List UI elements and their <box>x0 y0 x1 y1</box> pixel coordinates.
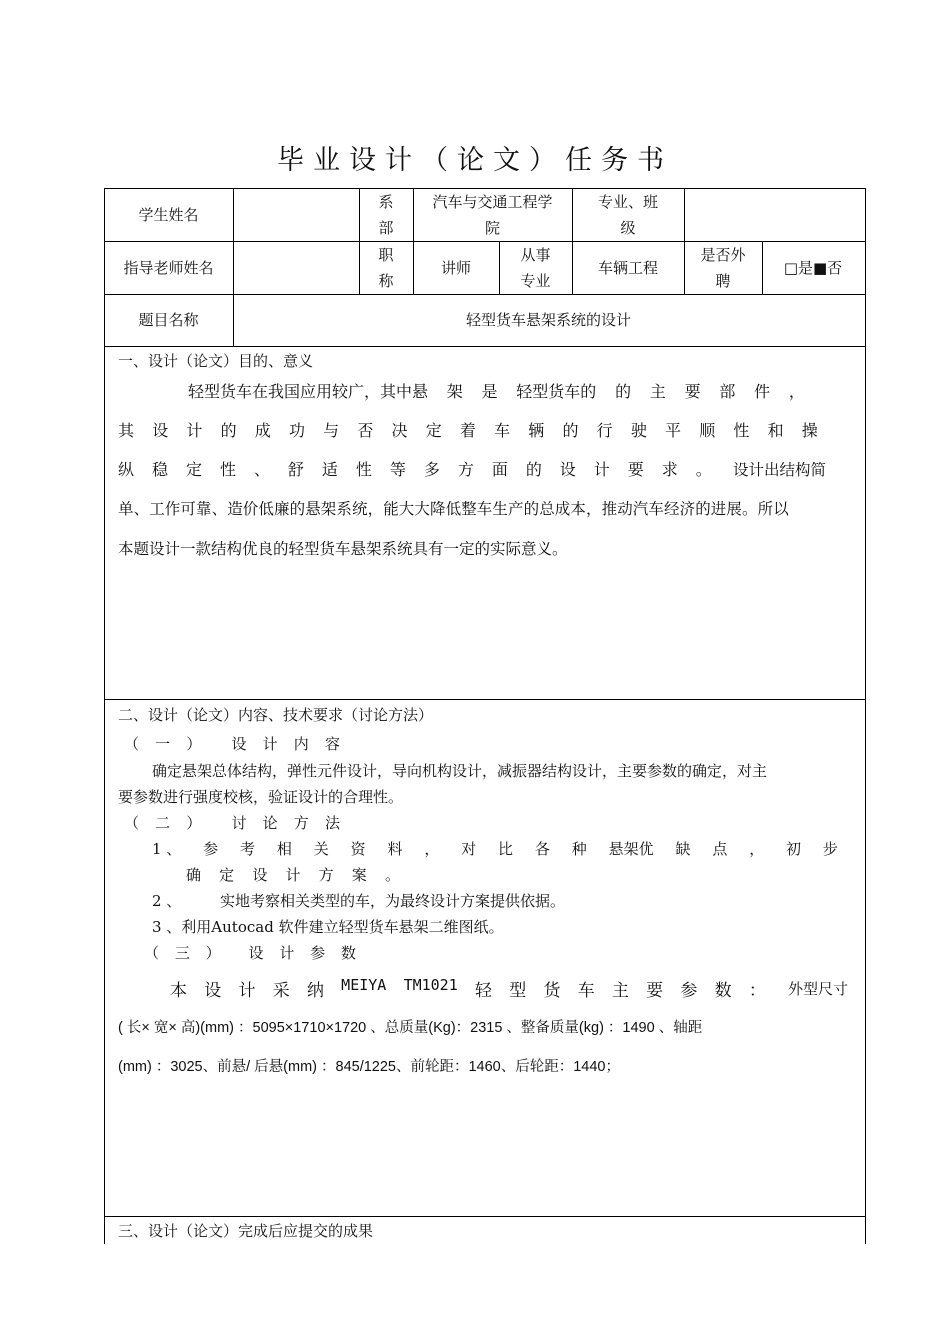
text-segment: 的 <box>562 421 579 440</box>
section3-heading: 三、设计（论文）完成后应提交的成果 <box>118 1222 374 1240</box>
text-segment: 步 <box>822 840 838 858</box>
text-segment: 货 <box>543 981 561 1001</box>
text-segment: 其 <box>118 421 135 440</box>
text-segment: 计 <box>279 944 295 962</box>
table-rule <box>104 1216 865 1217</box>
section1-line3 <box>118 457 712 480</box>
text-segment: 定 <box>425 421 442 440</box>
text-segment: 的 <box>220 421 237 440</box>
section1-heading: 一、设计（论文）目的、意义 <box>118 352 314 370</box>
text-segment: 参 <box>203 840 219 858</box>
text-segment: 要 <box>627 460 644 479</box>
text-segment: 要 <box>646 981 664 1001</box>
major-label-line1: 专业、班 <box>597 192 658 211</box>
text-segment: 多 <box>423 460 440 479</box>
text-segment: 等 <box>389 460 406 479</box>
text-segment: 求 <box>661 460 678 479</box>
text-segment: 平 <box>665 421 682 440</box>
content-line2: 要参数进行强度校核，验证设计的合理性。 <box>118 788 404 806</box>
text-segment: ， <box>788 382 805 401</box>
text-segment: 型 <box>509 981 527 1001</box>
text-segment: 着 <box>459 421 476 440</box>
text-segment: 数 <box>714 981 732 1001</box>
text-segment: 案 <box>351 866 367 884</box>
text-segment: 轻型货车的 <box>516 382 597 401</box>
text-segment: 初 <box>786 840 802 858</box>
text-segment: 主 <box>649 382 666 401</box>
text-segment: 一 <box>155 735 171 753</box>
text-segment: 轻型货车在我国应用较广，其中悬 <box>188 382 429 401</box>
text-segment: 本 <box>170 981 187 1001</box>
text-segment: 。 <box>384 866 400 884</box>
text-segment: 计 <box>262 735 278 753</box>
text-segment: 与 <box>323 421 340 440</box>
text-segment: 数 <box>340 944 356 962</box>
job-title-line1: 职 <box>378 245 394 264</box>
text-segment: 方 <box>457 460 474 479</box>
text-segment: 容 <box>324 735 340 753</box>
external-hire-checkbox: □是■否 <box>783 258 843 277</box>
section1-line2 <box>118 418 818 441</box>
field-value: 车辆工程 <box>597 258 658 277</box>
topic-value: 轻型货车悬架系统的设计 <box>465 311 631 329</box>
text-segment: 讨 <box>231 814 247 832</box>
dept-value-line2: 院 <box>484 218 500 237</box>
text-segment: 的 <box>525 460 542 479</box>
dept-value-line1: 汽车与交通工程学 <box>432 192 553 211</box>
text-segment: 资 <box>350 840 366 858</box>
text-segment: 内 <box>293 735 309 753</box>
major-label-line2: 级 <box>620 218 636 237</box>
text-segment: 各 <box>534 840 550 858</box>
text-segment: ） <box>205 944 221 962</box>
content-line1: 确定悬架总体结构，弹性元件设计，导向机构设计，减振器结构设计，主要参数的确定，对主 <box>152 762 768 780</box>
text-segment: 对 <box>461 840 477 858</box>
text-segment: 行 <box>596 421 613 440</box>
table-rule <box>104 699 865 700</box>
dept-value <box>413 188 572 241</box>
text-segment: 轻 <box>474 981 492 1001</box>
text-segment: 纳 <box>306 981 324 1001</box>
job-title-label <box>359 241 413 294</box>
text-segment: 设 <box>559 460 576 479</box>
text-segment: 成 <box>254 421 271 440</box>
advisor-name-value <box>233 241 359 294</box>
text-segment: （ <box>144 944 160 962</box>
text-segment: 车 <box>577 981 595 1001</box>
job-title-value: 讲师 <box>440 258 471 277</box>
external-label-line1: 是否外 <box>700 245 746 264</box>
method-item2-number: 2 、 <box>152 892 182 910</box>
student-name-label: 学生姓名 <box>138 205 199 224</box>
text-segment: 主 <box>611 981 629 1001</box>
text-segment: ， <box>749 840 765 858</box>
params-line3: (mm) ：3025、前悬/ 后悬(mm) ：845/1225、前轮距：1460、后轮距：1440； <box>118 1059 620 1075</box>
text-segment: 计 <box>186 421 203 440</box>
text-segment: 1 、 <box>152 840 182 858</box>
method-item1-line1 <box>152 838 838 859</box>
student-name-value <box>233 188 359 241</box>
text-segment: 点 <box>712 840 728 858</box>
text-segment: 功 <box>288 421 305 440</box>
text-segment: 参 <box>680 981 698 1001</box>
job-title-line2: 称 <box>378 271 394 290</box>
text-segment: MEIYA <box>341 976 387 994</box>
method-item3: 3 、利用Autocad 软件建立轻型货车悬架二维图纸。 <box>152 918 504 936</box>
text-segment: 和 <box>767 421 784 440</box>
text-segment: ） <box>186 735 202 753</box>
document-title: 毕业设计（论文）任务书 <box>277 145 673 176</box>
section1-line4: 单、工作可靠、造价低廉的悬架系统，能大大降低整车生产的总成本，推动汽车经济的进展。所以 <box>118 500 789 518</box>
field-label <box>499 241 572 294</box>
text-segment: 是 <box>481 382 498 401</box>
text-segment: 、 <box>253 460 270 479</box>
text-segment: 设 <box>252 866 268 884</box>
text-segment: 适 <box>321 460 338 479</box>
field-label-line2: 专业 <box>520 271 551 290</box>
text-segment: ） <box>186 814 202 832</box>
params-line2: ( 长× 宽× 高)(mm) ：5095×1710×1720 、总质量(Kg)：2315 、整备质量(kg) ：1490 、轴距 <box>118 1020 703 1036</box>
text-segment: 车 <box>494 421 511 440</box>
text-segment: 性 <box>219 460 236 479</box>
text-segment: 参 <box>310 944 326 962</box>
text-segment: 考 <box>240 840 256 858</box>
field-label-line1: 从事 <box>520 245 551 264</box>
text-segment: 料 <box>387 840 403 858</box>
text-segment: 设 <box>204 981 222 1001</box>
params-line1-tail: 外型尺寸 <box>788 980 849 998</box>
text-segment: 悬架优 <box>608 840 654 858</box>
text-segment: 驶 <box>630 421 647 440</box>
params-line1 <box>170 976 766 1001</box>
text-segment: 计 <box>285 866 301 884</box>
text-segment: ： <box>748 981 766 1001</box>
text-segment: 性 <box>733 421 750 440</box>
text-segment: （ <box>124 814 140 832</box>
text-segment: 缺 <box>675 840 691 858</box>
section1-line3-tail: 设计出结构简 <box>733 461 827 479</box>
text-segment: 比 <box>498 840 514 858</box>
text-segment: 设 <box>248 944 264 962</box>
text-segment: 顺 <box>699 421 716 440</box>
text-segment: 件 <box>754 382 771 401</box>
dept-label <box>359 188 413 241</box>
text-segment: 设 <box>231 735 247 753</box>
text-segment: 决 <box>391 421 408 440</box>
section1-line1 <box>188 379 805 402</box>
text-segment: 。 <box>695 460 712 479</box>
external-hire-label <box>684 241 762 294</box>
subsection-method-heading <box>124 812 340 833</box>
dept-label-line1: 系 <box>378 192 394 211</box>
text-segment: 的 <box>615 382 632 401</box>
text-segment: 相 <box>276 840 292 858</box>
advisor-name-label: 指导老师姓名 <box>123 258 214 277</box>
subsection-params-heading <box>144 942 356 963</box>
text-segment: 操 <box>801 421 818 440</box>
table-rule <box>104 346 865 347</box>
text-segment: 架 <box>446 382 463 401</box>
text-segment: 采 <box>272 981 290 1001</box>
section1-line5: 本题设计一款结构优良的轻型货车悬架系统具有一定的实际意义。 <box>118 540 568 558</box>
major-class-value <box>684 188 864 241</box>
external-label-line2: 聘 <box>715 271 731 290</box>
text-segment: 三 <box>174 944 190 962</box>
text-segment: 否 <box>357 421 374 440</box>
text-segment: ， <box>424 840 440 858</box>
method-item1-line2 <box>186 864 400 885</box>
method-item2-text: 实地考察相关类型的车，为最终设计方案提供依据。 <box>220 892 566 910</box>
text-segment: 关 <box>313 840 329 858</box>
text-segment: 舒 <box>287 460 304 479</box>
text-segment: 要 <box>684 382 701 401</box>
major-class-label <box>572 188 684 241</box>
text-segment: 设 <box>152 421 169 440</box>
text-segment: TM1021 <box>403 976 458 994</box>
text-segment: 定 <box>219 866 235 884</box>
text-segment: 种 <box>571 840 587 858</box>
text-segment: 方 <box>318 866 334 884</box>
text-segment: 纵 <box>118 460 135 479</box>
text-segment: 辆 <box>528 421 545 440</box>
text-segment: 论 <box>262 814 278 832</box>
text-segment: 定 <box>185 460 202 479</box>
subsection-content-heading <box>124 733 340 754</box>
text-segment: （ <box>124 735 140 753</box>
section2-heading: 二、设计（论文）内容、技术要求（讨论方法） <box>118 706 434 724</box>
text-segment: 计 <box>238 981 256 1001</box>
text-segment: 部 <box>719 382 736 401</box>
text-segment: 方 <box>293 814 309 832</box>
text-segment: 稳 <box>151 460 168 479</box>
text-segment: 二 <box>155 814 171 832</box>
text-segment: 法 <box>324 814 340 832</box>
text-segment: 面 <box>491 460 508 479</box>
text-segment: 计 <box>593 460 610 479</box>
text-segment: 性 <box>355 460 372 479</box>
text-segment: 确 <box>186 866 202 884</box>
topic-label: 题目名称 <box>138 311 199 329</box>
dept-label-line2: 部 <box>378 218 394 237</box>
